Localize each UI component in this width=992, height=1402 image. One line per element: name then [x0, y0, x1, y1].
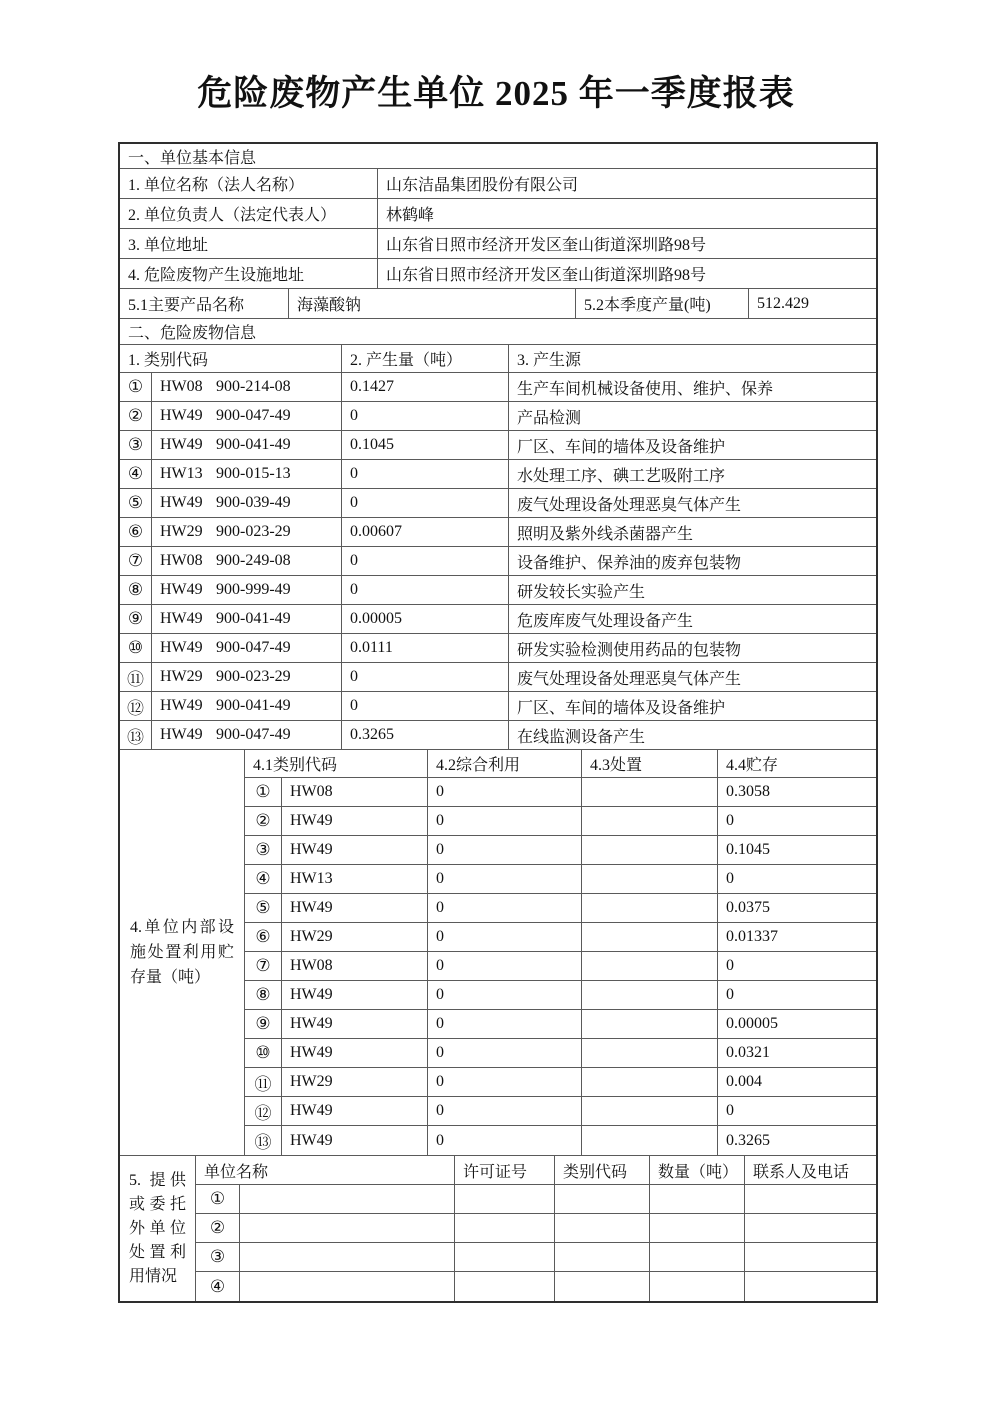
external-contact-cell [745, 1214, 876, 1242]
storage-cell: 0 [726, 986, 734, 1003]
hw-category: HW49 [160, 494, 203, 511]
hw-category: HW49 [282, 836, 428, 864]
external-disposal-label [120, 1156, 196, 1301]
external-permit-cell [455, 1243, 555, 1271]
disposal-cell [582, 807, 718, 835]
external-permit-cell [455, 1185, 555, 1213]
external-name-cell [240, 1185, 455, 1213]
internal-row [245, 1097, 876, 1126]
external-code-cell [555, 1214, 650, 1242]
internal-disposal-label [120, 750, 245, 1155]
storage-cell: 0 [726, 870, 734, 887]
hw-category: HW49 [160, 581, 203, 598]
reuse-cell: 0 [428, 923, 582, 951]
external-code-cell [555, 1243, 650, 1271]
waste-quantity-cell: 0 [342, 663, 509, 691]
row-number: ⑬ [120, 721, 152, 749]
row-number: ⑦ [245, 952, 282, 980]
waste-quantity-cell: 0 [342, 460, 509, 488]
waste-row [120, 663, 876, 692]
waste-source-cell: 水处理工序、碘工艺吸附工序 [517, 467, 726, 485]
unit-head-label: 2. 单位负责人（法定代表人） [120, 199, 378, 228]
unit-address-label: 3. 单位地址 [120, 229, 378, 258]
unit-address-value: 山东省日照市经济开发区奎山街道深圳路98号 [386, 237, 707, 254]
row-number: ⑩ [120, 634, 152, 662]
external-permit-cell [455, 1214, 555, 1242]
internal-code-header: 4.1类别代码 [245, 750, 428, 777]
internal-row [245, 865, 876, 894]
external-permit-header: 许可证号 [455, 1156, 555, 1184]
waste-code-cell [152, 373, 342, 401]
internal-row [245, 952, 876, 981]
external-contact-cell [745, 1272, 876, 1301]
disposal-cell [582, 923, 718, 951]
external-disposal-table [196, 1156, 876, 1301]
row-number: ⑬ [245, 1126, 282, 1155]
waste-quantity-cell: 0.0111 [342, 634, 509, 662]
external-row [196, 1185, 876, 1214]
reuse-cell: 0 [428, 894, 582, 922]
external-code-cell [555, 1185, 650, 1213]
waste-row [120, 721, 876, 750]
hw-category: HW29 [160, 523, 203, 540]
row-number: ① [196, 1185, 240, 1213]
waste-source-header: 3. 产生源 [517, 352, 582, 369]
internal-row [245, 1039, 876, 1068]
reuse-cell: 0 [428, 981, 582, 1009]
storage-cell: 0.3265 [726, 1131, 770, 1149]
row-number: ⑫ [120, 692, 152, 720]
waste-code: 900-047-49 [216, 639, 291, 656]
waste-row [120, 460, 876, 489]
row-number: ⑪ [120, 663, 152, 691]
row-number: ⑥ [245, 923, 282, 951]
internal-row [245, 778, 876, 807]
page-title: 危险废物产生单位 2025 年一季度报表 [197, 74, 795, 113]
internal-disposal-table [245, 750, 876, 1155]
disposal-cell [582, 865, 718, 893]
waste-code-cell [152, 518, 342, 546]
row-number: ② [196, 1214, 240, 1242]
waste-row [120, 489, 876, 518]
waste-code: 900-047-49 [216, 726, 291, 743]
row-number: ⑧ [245, 981, 282, 1009]
waste-code-cell [152, 721, 342, 749]
waste-code: 900-249-08 [216, 552, 291, 569]
waste-row [120, 518, 876, 547]
row-number: ⑤ [245, 894, 282, 922]
row-number: ④ [196, 1272, 240, 1301]
waste-row [120, 373, 876, 402]
internal-row [245, 981, 876, 1010]
waste-quantity-cell: 0 [342, 547, 509, 575]
row-number: ⑤ [120, 489, 152, 517]
internal-reuse-header: 4.2综合利用 [428, 750, 582, 777]
unit-head-row [120, 199, 876, 229]
row-number: ③ [120, 431, 152, 459]
waste-quantity-cell: 0 [342, 692, 509, 720]
external-name-cell [240, 1243, 455, 1271]
hw-category: HW13 [282, 865, 428, 893]
internal-row [245, 1068, 876, 1097]
waste-row [120, 402, 876, 431]
waste-quantity-cell: 0.1045 [342, 431, 509, 459]
hw-category: HW08 [160, 552, 203, 569]
row-number: ⑩ [245, 1039, 282, 1067]
waste-source-cell: 设备维护、保养油的废弃包装物 [517, 554, 742, 572]
waste-quantity-header: 2. 产生量（吨） [342, 345, 509, 372]
waste-quantity-cell: 0.1427 [342, 373, 509, 401]
row-number: ③ [245, 836, 282, 864]
external-quantity-cell [650, 1185, 745, 1213]
hw-category: HW49 [282, 807, 428, 835]
external-contact-cell [745, 1243, 876, 1271]
disposal-cell [582, 836, 718, 864]
row-number: ⑨ [120, 605, 152, 633]
waste-table-header-row [120, 345, 876, 373]
hw-category: HW49 [282, 1126, 428, 1155]
section1-heading: 一、单位基本信息 [128, 149, 257, 167]
hw-category: HW13 [160, 465, 203, 482]
disposal-cell [582, 952, 718, 980]
reuse-cell: 0 [428, 1126, 582, 1155]
waste-source-cell: 研发较长实验产生 [517, 583, 646, 601]
waste-code: 900-023-29 [216, 523, 291, 540]
external-table-header-row [196, 1156, 876, 1185]
internal-disposal-section [120, 750, 876, 1156]
hw-category: HW49 [282, 1097, 428, 1125]
external-name-cell [240, 1214, 455, 1242]
waste-code: 900-047-49 [216, 407, 291, 424]
storage-cell: 0.0321 [726, 1044, 770, 1061]
waste-source-cell: 厂区、车间的墙体及设备维护 [517, 699, 726, 717]
report-form-table [118, 142, 878, 1303]
external-row [196, 1214, 876, 1243]
internal-row [245, 1010, 876, 1039]
disposal-cell [582, 1010, 718, 1038]
internal-disposal-header: 4.3处置 [582, 750, 718, 777]
unit-name-row [120, 169, 876, 199]
row-number: ④ [120, 460, 152, 488]
hw-category: HW49 [160, 407, 203, 424]
internal-row [245, 1126, 876, 1155]
storage-cell: 0 [726, 812, 734, 829]
waste-code-cell [152, 402, 342, 430]
waste-source-cell: 厂区、车间的墙体及设备维护 [517, 438, 726, 456]
section1-heading-row [120, 144, 876, 169]
external-code-cell [555, 1272, 650, 1301]
external-quantity-cell [650, 1214, 745, 1242]
storage-cell: 0.00005 [726, 1015, 778, 1032]
waste-source-cell: 废气处理设备处理恶臭气体产生 [517, 496, 742, 514]
hw-category: HW49 [282, 1010, 428, 1038]
row-number: ③ [196, 1243, 240, 1271]
waste-source-cell: 产品检测 [517, 409, 582, 427]
hw-category: HW08 [160, 378, 203, 395]
hw-category: HW49 [282, 1039, 428, 1067]
waste-code-cell [152, 634, 342, 662]
waste-source-cell: 研发实验检测使用药品的包装物 [517, 641, 742, 659]
facility-address-label: 4. 危险废物产生设施地址 [120, 259, 378, 288]
storage-cell: 0.1045 [726, 841, 770, 858]
storage-cell: 0 [726, 1102, 734, 1119]
waste-row [120, 576, 876, 605]
waste-source-cell: 危废库废气处理设备产生 [517, 612, 694, 630]
unit-address-row [120, 229, 876, 259]
row-number: ② [245, 807, 282, 835]
waste-source-cell: 在线监测设备产生 [517, 728, 646, 746]
internal-disposal-label-text: 4.单位内部设施处置利用贮存量（吨） [130, 919, 234, 986]
external-disposal-label-text: 5. 提供或委托外单位处置利用情况 [129, 1171, 186, 1285]
unit-name-label: 1. 单位名称（法人名称） [120, 169, 378, 198]
quarter-output-label: 5.2本季度产量(吨) [576, 289, 749, 318]
disposal-cell [582, 1039, 718, 1067]
disposal-cell [582, 778, 718, 806]
waste-code: 900-041-49 [216, 697, 291, 714]
facility-address-row [120, 259, 876, 289]
reuse-cell: 0 [428, 1010, 582, 1038]
waste-quantity-cell: 0.3265 [342, 721, 509, 749]
hw-category: HW49 [160, 610, 203, 627]
waste-row [120, 547, 876, 576]
external-permit-cell [455, 1272, 555, 1301]
external-quantity-header: 数量（吨） [650, 1156, 745, 1184]
reuse-cell: 0 [428, 1097, 582, 1125]
waste-code-cell [152, 547, 342, 575]
external-code-header: 类别代码 [555, 1156, 650, 1184]
unit-name-value: 山东洁晶集团股份有限公司 [386, 177, 579, 194]
hw-category: HW08 [282, 952, 428, 980]
waste-code-cell [152, 489, 342, 517]
row-number: ⑨ [245, 1010, 282, 1038]
reuse-cell: 0 [428, 865, 582, 893]
internal-row [245, 807, 876, 836]
waste-code-cell [152, 576, 342, 604]
disposal-cell [582, 1097, 718, 1125]
storage-cell: 0 [726, 957, 734, 974]
waste-code-cell [152, 605, 342, 633]
storage-cell: 0.0375 [726, 899, 770, 916]
external-name-header: 单位名称 [196, 1156, 455, 1184]
waste-code-cell [152, 663, 342, 691]
row-number: ① [120, 373, 152, 401]
hw-category: HW49 [160, 639, 203, 656]
disposal-cell [582, 981, 718, 1009]
storage-cell: 0.01337 [726, 928, 778, 945]
reuse-cell: 0 [428, 952, 582, 980]
waste-code-cell [152, 460, 342, 488]
waste-code: 900-015-13 [216, 465, 291, 482]
waste-code-header: 1. 类别代码 [120, 345, 342, 372]
waste-quantity-cell: 0.00005 [342, 605, 509, 633]
unit-head-value: 林鹤峰 [386, 207, 435, 224]
internal-row [245, 923, 876, 952]
waste-row [120, 634, 876, 663]
disposal-cell [582, 1068, 718, 1096]
waste-quantity-cell: 0 [342, 402, 509, 430]
waste-source-cell: 废气处理设备处理恶臭气体产生 [517, 670, 742, 688]
waste-code: 900-214-08 [216, 378, 291, 395]
reuse-cell: 0 [428, 778, 582, 806]
row-number: ⑫ [245, 1097, 282, 1125]
waste-code: 900-023-29 [216, 668, 291, 685]
waste-code: 900-999-49 [216, 581, 291, 598]
waste-source-cell: 生产车间机械设备使用、维护、保养 [517, 380, 774, 398]
reuse-cell: 0 [428, 1039, 582, 1067]
section2-heading-row [120, 319, 876, 345]
waste-code: 900-039-49 [216, 494, 291, 511]
hw-category: HW49 [160, 697, 203, 714]
waste-source-cell: 照明及紫外线杀菌器产生 [517, 525, 694, 543]
reuse-cell: 0 [428, 836, 582, 864]
section2-heading: 二、危险废物信息 [128, 325, 257, 342]
reuse-cell: 0 [428, 807, 582, 835]
waste-code-cell [152, 431, 342, 459]
internal-row [245, 894, 876, 923]
external-row [196, 1272, 876, 1301]
hw-category: HW29 [282, 1068, 428, 1096]
hw-category: HW49 [160, 726, 203, 743]
hw-category: HW29 [160, 668, 203, 685]
row-number: ⑦ [120, 547, 152, 575]
facility-address-value: 山东省日照市经济开发区奎山街道深圳路98号 [386, 267, 707, 284]
waste-code-cell [152, 692, 342, 720]
hw-category: HW49 [282, 981, 428, 1009]
row-number: ① [245, 778, 282, 806]
external-contact-cell [745, 1185, 876, 1213]
external-contact-header: 联系人及电话 [753, 1163, 850, 1181]
external-disposal-section [120, 1156, 876, 1301]
external-quantity-cell [650, 1272, 745, 1301]
external-row [196, 1243, 876, 1272]
row-number: ⑪ [245, 1068, 282, 1096]
row-number: ④ [245, 865, 282, 893]
row-number: ⑧ [120, 576, 152, 604]
row-number: ⑥ [120, 518, 152, 546]
storage-cell: 0.004 [726, 1073, 762, 1090]
waste-quantity-cell: 0 [342, 576, 509, 604]
waste-row [120, 692, 876, 721]
disposal-cell [582, 894, 718, 922]
product-row [120, 289, 876, 319]
internal-row [245, 836, 876, 865]
hw-category: HW49 [282, 894, 428, 922]
internal-table-header-row [245, 750, 876, 778]
hw-category: HW08 [282, 778, 428, 806]
quarter-output-value: 512.429 [757, 294, 809, 312]
waste-row [120, 431, 876, 460]
internal-storage-header: 4.4贮存 [726, 757, 779, 774]
hw-category: HW29 [282, 923, 428, 951]
row-number: ② [120, 402, 152, 430]
reuse-cell: 0 [428, 1068, 582, 1096]
external-quantity-cell [650, 1243, 745, 1271]
waste-code: 900-041-49 [216, 436, 291, 453]
product-name-value: 海藻酸钠 [289, 289, 576, 318]
external-name-cell [240, 1272, 455, 1301]
storage-cell: 0.3058 [726, 783, 770, 800]
hw-category: HW49 [160, 436, 203, 453]
waste-code: 900-041-49 [216, 610, 291, 627]
product-name-label: 5.1主要产品名称 [120, 289, 289, 318]
waste-quantity-cell: 0 [342, 489, 509, 517]
waste-quantity-cell: 0.00607 [342, 518, 509, 546]
waste-row [120, 605, 876, 634]
disposal-cell [582, 1126, 718, 1155]
